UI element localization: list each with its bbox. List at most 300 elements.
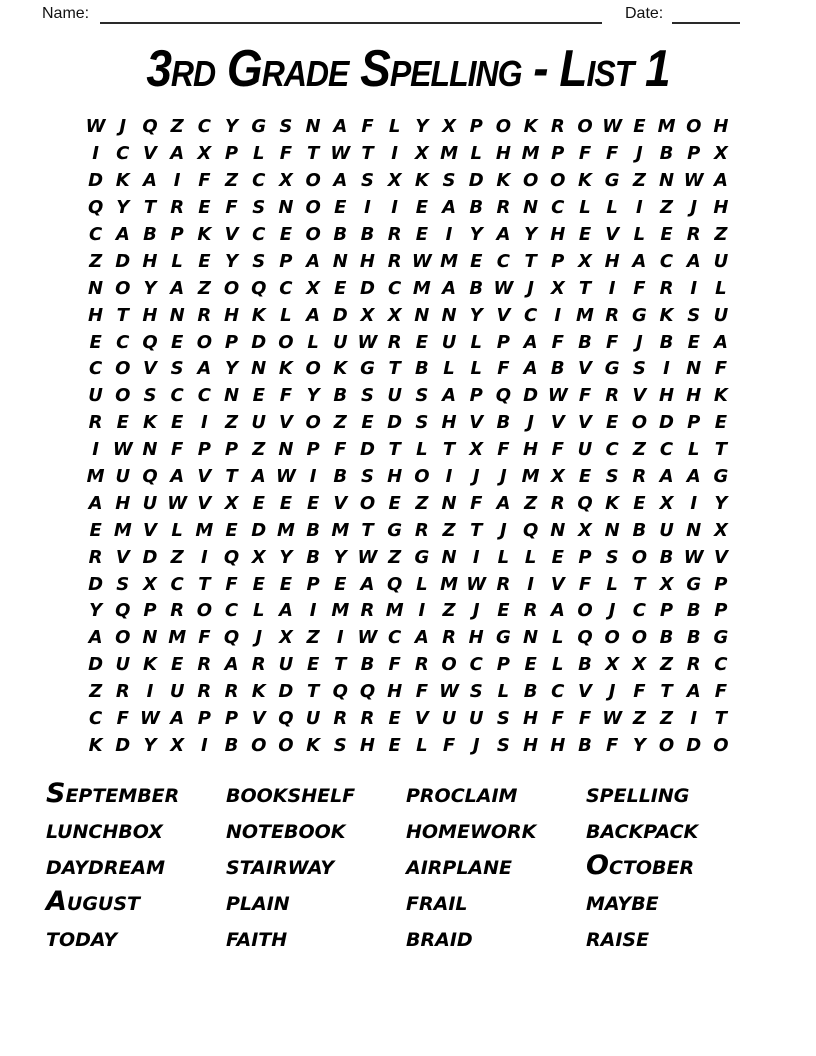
grid-letter: E bbox=[578, 224, 592, 245]
word-item: stairway bbox=[226, 849, 335, 881]
grid-letter: T bbox=[633, 573, 646, 595]
grid-letter: R bbox=[550, 492, 565, 514]
grid-letter: X bbox=[251, 546, 266, 568]
grid-letter: P bbox=[143, 600, 157, 622]
grid-letter: H bbox=[495, 143, 511, 165]
grid-letter: N bbox=[523, 627, 539, 649]
grid-letter: G bbox=[713, 466, 729, 488]
grid-letter: H bbox=[142, 250, 158, 272]
grid-letter: L bbox=[280, 304, 292, 326]
grid-letter: R bbox=[686, 654, 701, 676]
grid-letter: B bbox=[659, 627, 674, 649]
grid-letter: F bbox=[551, 331, 564, 353]
grid-letter: A bbox=[170, 466, 185, 488]
grid-letter: V bbox=[143, 143, 157, 165]
grid-letter: I bbox=[554, 304, 562, 326]
grid-letter: J bbox=[500, 519, 507, 541]
grid-letter: Z bbox=[170, 546, 184, 568]
grid-letter: B bbox=[659, 546, 674, 568]
grid-letter: L bbox=[171, 519, 183, 541]
grid-letter: F bbox=[497, 358, 510, 380]
grid-letter: E bbox=[334, 197, 347, 219]
grid-letter: L bbox=[307, 331, 319, 353]
grid-letter: C bbox=[523, 304, 538, 326]
grid-letter: R bbox=[387, 331, 402, 353]
grid-letter: D bbox=[359, 439, 375, 461]
grid-letter: N bbox=[441, 546, 457, 568]
grid-letter: T bbox=[361, 519, 374, 541]
word-item: faith bbox=[226, 921, 288, 953]
grid-letter: Y bbox=[225, 250, 239, 272]
grid-letter: W bbox=[547, 385, 568, 407]
grid-letter: C bbox=[88, 708, 103, 730]
grid-letter: L bbox=[552, 627, 564, 649]
grid-letter: A bbox=[224, 654, 239, 676]
grid-letter: L bbox=[252, 600, 265, 622]
grid-letter: E bbox=[497, 600, 510, 622]
grid-letter: T bbox=[198, 573, 211, 595]
grid-letter: A bbox=[659, 466, 674, 488]
grid-letter: W bbox=[493, 277, 514, 299]
grid-letter: I bbox=[690, 492, 698, 514]
grid-letter: P bbox=[714, 573, 728, 595]
grid-letter: F bbox=[578, 573, 592, 595]
grid-letter: B bbox=[469, 197, 484, 219]
grid-letter: Y bbox=[116, 197, 130, 219]
grid-letter: A bbox=[523, 358, 538, 380]
grid-letter: B bbox=[306, 546, 320, 568]
word-item: airplane bbox=[406, 849, 513, 881]
grid-letter: N bbox=[441, 304, 457, 326]
grid-letter: F bbox=[551, 708, 564, 730]
grid-letter: U bbox=[305, 708, 321, 730]
grid-letter: M bbox=[331, 519, 350, 541]
grid-letter: A bbox=[88, 627, 103, 649]
grid-letter: I bbox=[173, 170, 181, 192]
grid-letter: I bbox=[92, 143, 99, 165]
grid-letter: E bbox=[660, 224, 673, 245]
grid-letter: O bbox=[223, 277, 240, 299]
grid-letter: M bbox=[276, 519, 295, 541]
grid-letter: I bbox=[418, 600, 426, 622]
grid-letter: N bbox=[658, 170, 675, 192]
grid-letter: P bbox=[551, 250, 565, 272]
grid-letter: J bbox=[472, 734, 480, 756]
grid-letter: Q bbox=[332, 681, 348, 703]
grid-letter: S bbox=[442, 170, 456, 192]
grid-letter: P bbox=[551, 143, 565, 165]
grid-letter: B bbox=[686, 627, 701, 649]
word-item: maybe bbox=[586, 885, 659, 917]
grid-letter: Y bbox=[632, 734, 646, 756]
grid-letter: F bbox=[470, 492, 483, 514]
grid-letter: D bbox=[88, 654, 104, 676]
grid-letter: D bbox=[142, 546, 158, 568]
grid-letter: J bbox=[635, 143, 643, 165]
grid-letter: I bbox=[391, 143, 398, 165]
grid-letter: L bbox=[552, 654, 564, 676]
grid-letter: T bbox=[361, 143, 374, 165]
word-item: spelling bbox=[586, 778, 690, 810]
grid-letter: X bbox=[170, 734, 185, 756]
grid-letter: P bbox=[578, 546, 592, 568]
grid-letter: X bbox=[578, 519, 592, 541]
grid-letter: F bbox=[279, 385, 293, 407]
grid-letter: G bbox=[604, 170, 620, 192]
grid-letter: F bbox=[361, 116, 374, 138]
grid-letter: S bbox=[496, 708, 510, 730]
grid-letter: E bbox=[279, 573, 293, 595]
grid-letter: I bbox=[200, 412, 208, 434]
grid-letter: G bbox=[686, 573, 702, 595]
grid-letter: C bbox=[170, 385, 184, 407]
grid-letter: C bbox=[279, 277, 293, 299]
grid-letter: O bbox=[115, 277, 131, 299]
grid-letter: E bbox=[89, 519, 102, 541]
grid-letter: N bbox=[550, 519, 566, 541]
grid-letter: Q bbox=[251, 277, 267, 299]
grid-letter: T bbox=[225, 466, 238, 488]
grid-letter: B bbox=[550, 358, 565, 380]
grid-letter: Z bbox=[632, 439, 646, 461]
grid-letter: P bbox=[170, 224, 184, 245]
grid-letter: G bbox=[713, 627, 729, 649]
grid-letter: B bbox=[523, 681, 538, 703]
grid-letter: I bbox=[309, 466, 317, 488]
grid-letter: R bbox=[387, 224, 402, 245]
grid-letter: C bbox=[88, 224, 103, 245]
word-item: plain bbox=[226, 885, 290, 917]
grid-letter: X bbox=[306, 277, 321, 299]
grid-letter: E bbox=[198, 197, 211, 219]
grid-letter: P bbox=[659, 600, 674, 622]
grid-letter: C bbox=[659, 439, 674, 461]
grid-letter: E bbox=[415, 197, 428, 219]
grid-letter: T bbox=[470, 519, 483, 541]
grid-letter: X bbox=[578, 250, 592, 272]
grid-letter: O bbox=[196, 600, 212, 622]
grid-letter: W bbox=[330, 143, 351, 165]
grid-letter: Q bbox=[577, 492, 593, 514]
grid-letter: A bbox=[496, 224, 511, 245]
grid-letter: H bbox=[550, 224, 566, 245]
grid-letter: R bbox=[251, 654, 266, 676]
grid-letter: B bbox=[578, 654, 592, 676]
grid-letter: K bbox=[115, 170, 130, 192]
grid-letter: E bbox=[116, 412, 129, 434]
grid-letter: O bbox=[577, 116, 593, 138]
grid-letter: K bbox=[496, 170, 511, 192]
grid-letter: P bbox=[279, 250, 293, 272]
grid-letter: I bbox=[608, 277, 616, 299]
grid-letter: E bbox=[198, 250, 211, 272]
grid-letter: V bbox=[578, 681, 592, 703]
grid-letter: E bbox=[415, 224, 428, 245]
grid-letter: I bbox=[200, 734, 208, 756]
grid-letter: H bbox=[359, 250, 375, 272]
grid-letter: Q bbox=[577, 627, 593, 649]
grid-letter: U bbox=[115, 654, 131, 676]
grid-letter: X bbox=[143, 573, 157, 595]
grid-letter: K bbox=[306, 734, 321, 756]
grid-letter: Y bbox=[143, 734, 157, 756]
grid-letter: Z bbox=[415, 492, 429, 514]
grid-letter: F bbox=[334, 439, 347, 461]
grid-letter: Z bbox=[225, 170, 239, 192]
grid-letter: R bbox=[333, 708, 348, 730]
page-title: 3rd Grade Spelling - List 1 bbox=[146, 38, 670, 98]
grid-letter: Y bbox=[143, 277, 157, 299]
grid-letter: Y bbox=[225, 116, 239, 138]
grid-letter: H bbox=[387, 466, 403, 488]
grid-letter: C bbox=[659, 250, 674, 272]
grid-letter: A bbox=[143, 170, 157, 192]
grid-letter: A bbox=[197, 358, 212, 380]
grid-letter: N bbox=[332, 250, 348, 272]
grid-letter: I bbox=[391, 197, 398, 219]
grid-letter: V bbox=[278, 412, 293, 434]
grid-letter: M bbox=[331, 600, 350, 622]
grid-letter: J bbox=[635, 331, 643, 353]
grid-letter: C bbox=[170, 573, 184, 595]
grid-letter: O bbox=[631, 546, 647, 568]
grid-letter: F bbox=[551, 439, 564, 461]
grid-letter: O bbox=[305, 224, 321, 245]
grid-letter: U bbox=[142, 492, 158, 514]
grid-letter: W bbox=[602, 116, 623, 138]
word-item: raise bbox=[586, 921, 650, 953]
grid-letter: O bbox=[414, 466, 430, 488]
grid-letter: J bbox=[472, 600, 480, 622]
grid-letter: V bbox=[143, 358, 157, 380]
grid-letter: E bbox=[252, 385, 265, 407]
grid-letter: W bbox=[357, 331, 378, 353]
grid-letter: N bbox=[142, 627, 158, 649]
grid-letter: P bbox=[496, 331, 510, 353]
grid-letter: O bbox=[305, 412, 321, 434]
grid-letter: H bbox=[713, 197, 729, 219]
grid-letter: P bbox=[306, 573, 320, 595]
grid-letter: B bbox=[632, 519, 647, 541]
grid-letter: D bbox=[88, 573, 104, 595]
grid-letter: I bbox=[445, 224, 453, 245]
grid-letter: R bbox=[387, 250, 402, 272]
grid-letter: O bbox=[305, 358, 321, 380]
grid-letter: K bbox=[333, 358, 348, 380]
grid-letter: H bbox=[387, 681, 403, 703]
grid-letter: E bbox=[551, 546, 564, 568]
grid-letter: O bbox=[522, 170, 539, 192]
grid-letter: U bbox=[577, 439, 593, 461]
grid-letter: C bbox=[714, 654, 728, 676]
grid-letter: O bbox=[441, 654, 457, 676]
grid-letter: O bbox=[713, 734, 729, 756]
grid-letter: P bbox=[469, 116, 483, 138]
grid-letter: K bbox=[88, 734, 103, 756]
grid-letter: S bbox=[469, 681, 483, 703]
grid-letter: M bbox=[412, 277, 431, 299]
grid-letter: X bbox=[713, 143, 728, 165]
grid-letter: V bbox=[550, 573, 565, 595]
grid-letter: H bbox=[523, 734, 539, 756]
grid-letter: G bbox=[387, 519, 403, 541]
grid-letter: T bbox=[388, 439, 401, 461]
grid-letter: C bbox=[469, 654, 483, 676]
grid-letter: K bbox=[251, 304, 266, 326]
grid-letter: X bbox=[469, 439, 484, 461]
grid-letter: V bbox=[115, 546, 130, 568]
grid-letter: S bbox=[252, 250, 266, 272]
grid-letter: I bbox=[527, 573, 534, 595]
grid-letter: X bbox=[550, 466, 565, 488]
grid-letter: E bbox=[225, 519, 238, 541]
grid-letter: P bbox=[224, 143, 239, 165]
word-item: September bbox=[46, 778, 180, 810]
grid-letter: F bbox=[116, 708, 129, 730]
grid-letter: Z bbox=[442, 600, 456, 622]
grid-letter: Z bbox=[660, 654, 674, 676]
grid-letter: P bbox=[306, 439, 320, 461]
grid-letter: U bbox=[278, 654, 294, 676]
grid-letter: L bbox=[470, 143, 482, 165]
grid-letter: K bbox=[142, 654, 157, 676]
grid-letter: L bbox=[606, 197, 618, 219]
grid-letter: Z bbox=[225, 412, 239, 434]
grid-letter: W bbox=[275, 466, 296, 488]
grid-letter: R bbox=[414, 519, 429, 541]
grid-letter: G bbox=[631, 304, 647, 326]
grid-letter: K bbox=[523, 116, 538, 138]
grid-letter: O bbox=[305, 170, 321, 192]
grid-letter: Y bbox=[469, 224, 483, 245]
grid-letter: K bbox=[197, 224, 212, 245]
grid-letter: F bbox=[198, 627, 211, 649]
grid-letter: Z bbox=[89, 681, 103, 703]
grid-letter: D bbox=[88, 170, 104, 192]
grid-letter: O bbox=[495, 116, 512, 138]
word-item: bookshelf bbox=[226, 778, 356, 810]
grid-letter: G bbox=[251, 116, 267, 138]
grid-letter: C bbox=[197, 116, 211, 138]
grid-letter: A bbox=[442, 277, 456, 299]
grid-letter: Q bbox=[223, 546, 240, 568]
grid-letter: G bbox=[360, 358, 375, 380]
grid-letter: S bbox=[687, 304, 701, 326]
grid-letter: V bbox=[578, 412, 592, 434]
grid-letter: B bbox=[414, 358, 429, 380]
grid-letter: O bbox=[658, 734, 675, 756]
grid-letter: Q bbox=[142, 466, 158, 488]
grid-letter: P bbox=[714, 600, 728, 622]
grid-letter: O bbox=[115, 358, 131, 380]
grid-letter: Z bbox=[632, 170, 646, 192]
grid-letter: Z bbox=[252, 439, 266, 461]
grid-letter: P bbox=[197, 708, 211, 730]
grid-letter: W bbox=[411, 250, 432, 272]
grid-letter: M bbox=[168, 627, 187, 649]
grid-letter: U bbox=[332, 331, 348, 353]
grid-letter: L bbox=[497, 681, 510, 703]
grid-letter: M bbox=[385, 600, 404, 622]
grid-letter: W bbox=[439, 681, 459, 703]
grid-letter: B bbox=[686, 600, 701, 622]
grid-letter: Y bbox=[225, 358, 239, 380]
grid-letter: A bbox=[333, 170, 348, 192]
grid-letter: B bbox=[578, 331, 592, 353]
grid-letter: N bbox=[686, 358, 702, 380]
grid-letter: C bbox=[197, 385, 211, 407]
grid-letter: L bbox=[470, 331, 482, 353]
grid-letter: U bbox=[169, 681, 185, 703]
grid-letter: B bbox=[469, 277, 484, 299]
grid-letter: C bbox=[551, 681, 565, 703]
grid-letter: O bbox=[278, 734, 294, 756]
grid-letter: L bbox=[633, 224, 646, 245]
grid-letter: H bbox=[142, 304, 158, 326]
grid-letter: H bbox=[686, 385, 702, 407]
grid-letter: M bbox=[113, 519, 132, 541]
grid-letter: V bbox=[713, 546, 728, 568]
grid-letter: H bbox=[550, 734, 566, 756]
grid-letter: H bbox=[223, 304, 240, 326]
grid-letter: L bbox=[388, 116, 401, 138]
grid-letter: S bbox=[333, 734, 347, 756]
grid-letter: N bbox=[686, 519, 702, 541]
grid-letter: R bbox=[115, 681, 130, 703]
grid-letter: X bbox=[550, 277, 565, 299]
grid-letter: B bbox=[659, 331, 674, 353]
grid-letter: A bbox=[251, 466, 266, 488]
grid-letter: W bbox=[357, 627, 378, 649]
grid-letter: C bbox=[388, 277, 402, 299]
grid-letter: O bbox=[305, 197, 321, 219]
grid-letter: L bbox=[715, 277, 727, 299]
grid-letter: O bbox=[604, 627, 620, 649]
grid-letter: Q bbox=[278, 708, 294, 730]
grid-letter: R bbox=[88, 546, 103, 568]
grid-letter: I bbox=[690, 708, 698, 730]
grid-letter: J bbox=[255, 627, 263, 649]
grid-letter: Y bbox=[89, 600, 103, 622]
grid-letter: F bbox=[633, 277, 646, 299]
grid-letter: S bbox=[632, 358, 646, 380]
grid-letter: R bbox=[88, 412, 103, 434]
grid-letter: T bbox=[334, 654, 347, 676]
grid-letter: E bbox=[388, 492, 401, 514]
grid-letter: D bbox=[115, 250, 131, 272]
grid-letter: I bbox=[200, 546, 208, 568]
grid-letter: E bbox=[606, 412, 619, 434]
grid-letter: T bbox=[714, 708, 728, 730]
grid-letter: Y bbox=[306, 385, 320, 407]
grid-letter: T bbox=[524, 250, 537, 272]
grid-letter: H bbox=[604, 250, 620, 272]
grid-letter: W bbox=[140, 708, 160, 730]
grid-letter: R bbox=[605, 304, 620, 326]
grid-letter: U bbox=[115, 466, 131, 488]
grid-letter: O bbox=[251, 734, 267, 756]
grid-letter: Q bbox=[495, 385, 512, 407]
grid-letter: N bbox=[278, 439, 294, 461]
grid-letter: A bbox=[333, 116, 348, 138]
name-fill-line bbox=[100, 22, 602, 24]
grid-letter: H bbox=[115, 492, 131, 514]
grid-letter: O bbox=[631, 627, 647, 649]
grid-letter: I bbox=[635, 197, 643, 219]
grid-letter: D bbox=[359, 277, 375, 299]
grid-letter: U bbox=[441, 331, 457, 353]
grid-letter: I bbox=[663, 358, 670, 380]
